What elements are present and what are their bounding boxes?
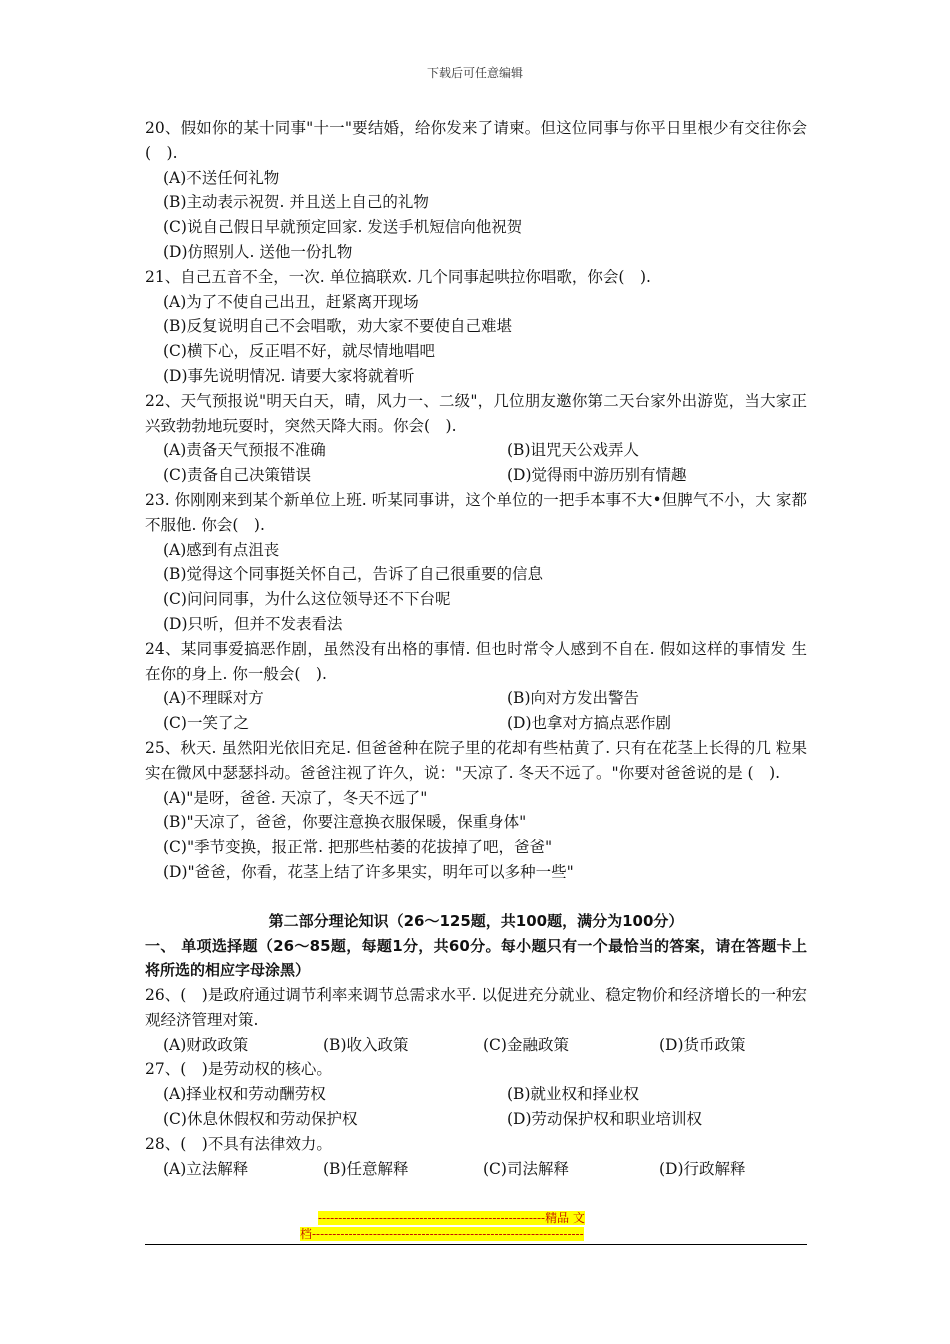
option-row xyxy=(145,1157,807,1182)
section-subtitle: 一、 单项选择题（26～85题，每题1分，共60分。每小题只有一个最恰当的答案，请在答题卡上将所选的相应字母涂黑） xyxy=(145,936,807,980)
question-28: 28、( )不具有法律效力。 xyxy=(145,1134,332,1153)
option-row xyxy=(145,1033,807,1058)
option-b: (B)主动表示祝贺. 并且送上自己的礼物 xyxy=(163,193,429,212)
footer-line-1: --------------------------------------------------------精品 文 xyxy=(318,1211,585,1225)
option-b: (B)反复说明自己不会唱歌，劝大家不要使自己难堪 xyxy=(163,317,512,336)
option-c: (C)横下心，反正唱不好，就尽情地唱吧 xyxy=(163,342,435,361)
option-d: (D)仿照别人. 送他一份扎物 xyxy=(163,242,353,261)
option-a: (A)"是呀，爸爸. 天凉了，冬天不远了" xyxy=(163,788,428,807)
option-row xyxy=(145,686,807,711)
option-a: (A)择业权和劳动酬劳权 xyxy=(163,1085,326,1104)
option-row xyxy=(145,463,807,488)
footer-watermark xyxy=(300,1210,650,1242)
option-a: (A)责备天气预报不准确 xyxy=(163,441,326,460)
question-26: 26、( )是政府通过调节利率来调节总需求水平. 以促进充分就业、稳定物价和经济增长的一种宏观经济管理对策. xyxy=(145,986,807,1029)
option-row xyxy=(145,711,807,736)
option-c: (C)"季节变换，报正常. 把那些枯萎的花拔掉了吧，爸爸" xyxy=(163,838,553,857)
option-d: (D)事先说明情况. 请要大家将就着听 xyxy=(163,366,415,385)
option-d: (D)劳动保护权和职业培训权 xyxy=(507,1110,703,1129)
option-d: (D)只听，但并不发表看法 xyxy=(163,614,343,633)
option-a: (A)立法解释 xyxy=(163,1159,249,1178)
option-d: (D)货币政策 xyxy=(659,1035,746,1054)
option-a: (A)不理睬对方 xyxy=(163,689,264,708)
option-row xyxy=(145,1107,807,1132)
option-d: (D)觉得雨中游历别有情趣 xyxy=(507,466,687,485)
footer-rule xyxy=(145,1244,807,1245)
question-21: 21、自己五音不全，一次. 单位搞联欢. 几个同事起哄拉你唱歌，你会( ). xyxy=(145,267,651,286)
option-b: (B)"天凉了，爸爸，你要注意换衣服保暖，保重身体" xyxy=(163,813,527,832)
option-b: (B)诅咒天公戏弄人 xyxy=(507,441,639,460)
option-c: (C)司法解释 xyxy=(483,1159,569,1178)
option-a: (A)感到有点沮丧 xyxy=(163,540,280,559)
option-b: (B)向对方发出警告 xyxy=(507,689,639,708)
option-d: (D)也拿对方搞点恶作剧 xyxy=(507,714,672,733)
option-b: (B)觉得这个同事挺关怀自己，告诉了自己很重要的信息 xyxy=(163,565,543,584)
option-row xyxy=(145,438,807,463)
option-b: (B)任意解释 xyxy=(323,1159,409,1178)
option-c: (C)责备自己决策错误 xyxy=(163,466,311,485)
footer-line-2: 档------------------------------------------------------------------- xyxy=(300,1227,584,1241)
section-title: 第二部分理论知识（26～125题，共100题，满分为100分） xyxy=(268,911,684,930)
option-c: (C)休息休假权和劳动保护权 xyxy=(163,1110,358,1129)
option-c: (C)金融政策 xyxy=(483,1035,569,1054)
page-header: 下载后可任意编辑 xyxy=(426,66,523,80)
question-27: 27、( )是劳动权的核心。 xyxy=(145,1060,332,1079)
option-c: (C)问问同事，为什么这位领导还不下台呢 xyxy=(163,590,451,609)
option-d: (D)行政解释 xyxy=(659,1159,746,1178)
option-b: (B)就业权和择业权 xyxy=(507,1085,639,1104)
question-24: 24、某同事爱搞恶作剧，虽然没有出格的事情. 但也时常令人感到不自在. 假如这样的事情发 生在你的身上. 你一般会( ). xyxy=(145,639,807,683)
option-d: (D)"爸爸，你看，花茎上结了许多果实，明年可以多种一些" xyxy=(163,862,574,881)
question-25: 25、秋天. 虽然阳光依旧充足. 但爸爸种在院子里的花却有些枯黄了. 只有在花茎上长得的几 粒果实在微风中瑟瑟抖动。爸爸注视了许久，说："天凉了. 冬天不远了。"你要对爸爸说的是 ( ). xyxy=(145,738,807,782)
question-20: 20、假如你的某十同事"十一"要结婚，给你发来了请柬。但这位同事与你平日里根少有交往你会( ). xyxy=(145,119,807,162)
option-a: (A)为了不使自己出丑，赶紧离开现场 xyxy=(163,292,419,311)
question-23: 23. 你刚刚来到某个新单位上班. 听某同事讲，这个单位的一把手本事不大•但脾气不小，大 家都不服他. 你会( ). xyxy=(145,490,807,534)
question-22: 22、天气预报说"明天白天，晴，风力一、二级"，几位朋友邀你第二天台家外出游览，当大家正兴致勃勃地玩耍时，突然天降大雨。你会( ). xyxy=(145,391,807,435)
option-c: (C)说自己假日早就预定回家. 发送手机短信向他祝贺 xyxy=(163,218,523,237)
option-row xyxy=(145,1082,807,1107)
option-c: (C)一笑了之 xyxy=(163,714,249,733)
option-a: (A)不送任何礼物 xyxy=(163,168,280,187)
document-body xyxy=(145,116,807,1181)
option-a: (A)财政政策 xyxy=(163,1035,249,1054)
option-b: (B)收入政策 xyxy=(323,1035,409,1054)
